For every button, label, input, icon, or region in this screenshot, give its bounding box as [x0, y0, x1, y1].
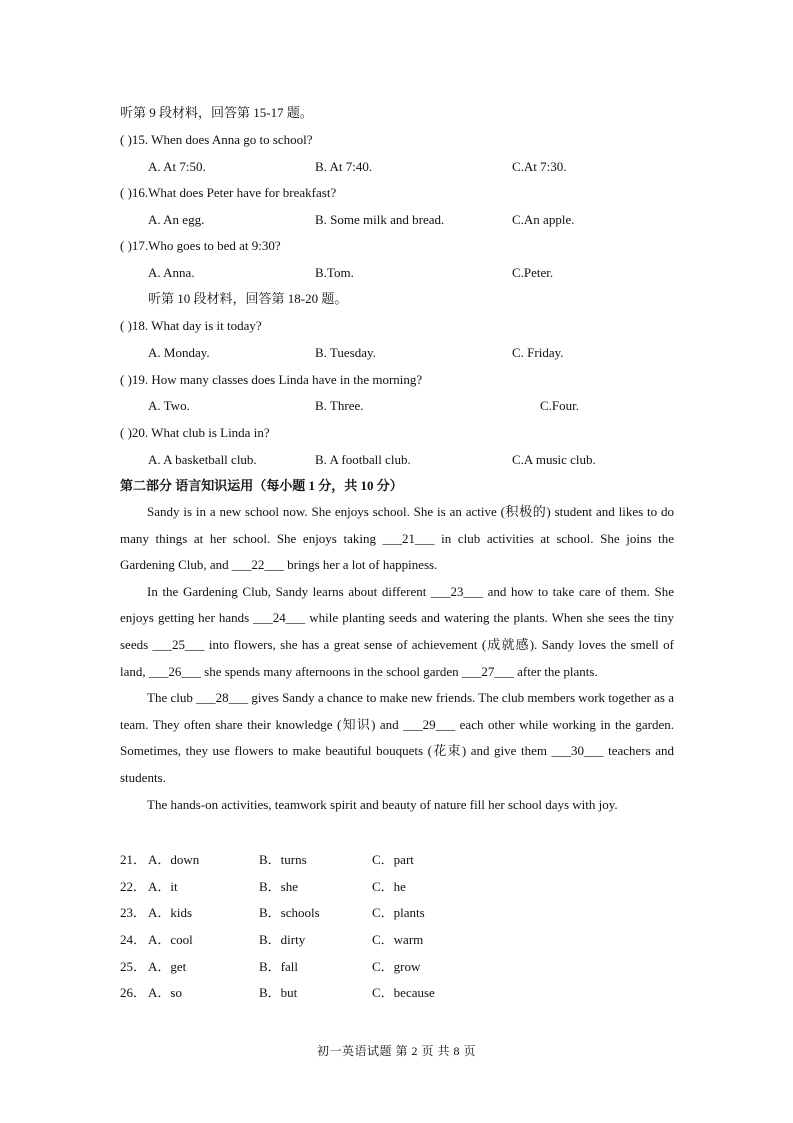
choice-option-c: C．because	[372, 985, 435, 1000]
q15-option-c: C.At 7:30.	[512, 159, 567, 174]
question-19: ( )19. How many classes does Linda have in the morning?	[120, 372, 423, 387]
passage-paragraph-4: The hands-on activities, teamwork spirit and beauty of nature fill her school days with joy.	[147, 796, 618, 812]
q17-option-b: B.Tom.	[315, 265, 354, 280]
page-footer: 初一英语试题 第 2 页 共 8 页	[316, 1044, 476, 1058]
choice-option-c: C．plants	[372, 905, 425, 920]
part2-title: 第二部分 语言知识运用（每小题 1 分，共 10 分）	[120, 478, 403, 493]
q17-option-a: A. Anna.	[148, 265, 195, 280]
choice-number: 25．	[120, 959, 147, 974]
section-header-10: 听第 10 段材料，回答第 18-20 题。	[148, 291, 348, 306]
section-header-9: 听第 9 段材料，回答第 15-17 题。	[120, 105, 313, 120]
q18-option-c: C. Friday.	[512, 345, 564, 360]
passage-paragraph-1: Sandy is in a new school now. She enjoys school. She is an active (积极的) student and likes to do many things at her school. She enjoys taking ___21___ in club activities at school. She joins the Gardening Club, and ___22___ brings her a lot of happiness.	[120, 504, 674, 573]
q20-option-a: A. A basketball club.	[148, 452, 257, 467]
q20-option-c: C.A music club.	[512, 452, 596, 467]
choice-option-b: B．but	[259, 985, 298, 1000]
q16-option-b: B. Some milk and bread.	[315, 212, 445, 227]
passage-paragraph-2: In the Gardening Club, Sandy learns about different ___23___ and how to take care of them. She enjoys getting her hands ___24___ while planting seeds and watering the plants. When she sees the tiny seeds ___25___ into flowers, she has a great sense of achievement (成就感). Sandy loves the smell of land, ___26___ she spends many afternoons in the school garden ___27___ after the plants.	[120, 583, 674, 679]
question-18: ( )18. What day is it today?	[120, 318, 262, 333]
choice-option-a: A．get	[148, 959, 187, 974]
question-17: ( )17.Who goes to bed at 9:30?	[120, 238, 281, 253]
q16-option-a: A. An egg.	[148, 212, 205, 227]
choice-option-b: B．schools	[259, 905, 320, 920]
choice-option-b: B．she	[259, 879, 299, 894]
choice-option-c: C．he	[372, 879, 406, 894]
question-20: ( )20. What club is Linda in?	[120, 425, 270, 440]
q19-option-a: A. Two.	[148, 398, 190, 413]
q17-option-c: C.Peter.	[512, 265, 554, 280]
choice-option-b: B．fall	[259, 959, 298, 974]
choice-option-a: A．cool	[148, 932, 193, 947]
choice-option-c: C．warm	[372, 932, 424, 947]
choice-number: 21．	[120, 852, 147, 867]
q16-option-c: C.An apple.	[512, 212, 575, 227]
choice-number: 22．	[120, 879, 147, 894]
choice-option-a: A．so	[148, 985, 182, 1000]
choice-option-a: A．kids	[148, 905, 193, 920]
question-16: ( )16.What does Peter have for breakfast?	[120, 185, 337, 200]
choice-option-a: A．it	[148, 879, 178, 894]
q15-option-b: B. At 7:40.	[315, 159, 373, 174]
passage-paragraph-3: The club ___28___ gives Sandy a chance to make new friends. The club members work together as a team. They often share their knowledge (知识) and ___29___ each other while working in the garden. Sometimes, they use flowers to make beautiful bouquets (花束) and give them ___30___ teachers and students.	[120, 690, 674, 785]
q18-option-b: B. Tuesday.	[315, 345, 376, 360]
choice-option-c: C．part	[372, 852, 414, 867]
choice-option-c: C．grow	[372, 959, 421, 974]
q19-option-c: C.Four.	[540, 398, 580, 413]
cloze-passage	[120, 499, 674, 818]
choice-option-b: B．dirty	[259, 932, 306, 947]
choice-number: 24．	[120, 932, 147, 947]
choice-option-a: A．down	[148, 852, 200, 867]
q20-option-b: B. A football club.	[315, 452, 411, 467]
q19-option-b: B. Three.	[315, 398, 364, 413]
question-15: ( )15. When does Anna go to school?	[120, 132, 313, 147]
q18-option-a: A. Monday.	[148, 345, 210, 360]
choice-option-b: B．turns	[259, 852, 307, 867]
choice-number: 23．	[120, 905, 147, 920]
q15-option-a: A. At 7:50.	[148, 159, 206, 174]
choice-number: 26．	[120, 985, 147, 1000]
